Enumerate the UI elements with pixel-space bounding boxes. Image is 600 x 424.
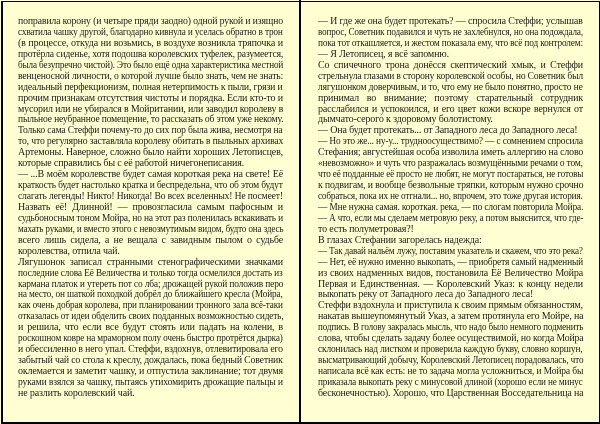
text-line-content: накатав вышеупомянутый Указ, а затем протянула его Мойре, на <box>318 311 584 323</box>
text-line-content: расслабился и успокоился, и его цвет кожи вскоре вернулся от <box>318 103 583 115</box>
text-line-content: не разлить королевский чай. <box>18 387 135 399</box>
text-line-content: на место, он шаткой походкой добрёл до ближайшего кресла (Мойра, <box>18 289 283 301</box>
text-line <box>318 83 583 94</box>
text-line-content: схватила чашку другой, благодарно кивнула и уселась обратно в трон <box>18 26 283 38</box>
page-divider <box>299 0 301 424</box>
text-line-content: Первая и Единственная. — Королевский Указ: к концу недели <box>318 278 583 290</box>
text-line-content: — Нет, её нужно именно выкопать, — приобретя самый надменный <box>318 256 584 268</box>
text-line-content: Стеффи вздохнула и приступила к своим прямым обязанностям, <box>318 300 583 312</box>
text-line-content: Лягушонок записал странными стенографическими значками <box>18 256 283 268</box>
text-line-content: мусорил или не убирался в Мойритании, или заводил королеву в <box>18 103 284 115</box>
text-line-content: вопрос, Советник подавился и чуть не захлебнулся, но она подождала, <box>318 26 583 38</box>
text-line-content: что её подданные её просто не любят, не могут постараться, не готовы <box>318 169 584 181</box>
text-line-content: как очень добрая королева, при планировании тронного зала всё-таки <box>18 300 283 312</box>
text-line-content: роскошном ковре на мраморном полу очень быстро протрётся дырка) <box>18 333 283 345</box>
text-line-content: слова, чтобы сделать задачу более осуществимой, но когда Мойра <box>318 333 584 345</box>
text-line <box>18 225 283 236</box>
text-line-content: Назвать её! Длинной! — провозгласила самым пафосным и <box>18 201 283 213</box>
text-line-content: слагать легенды! Никто! Никогда! Во всех вселенных! Не посмеет! <box>18 191 283 202</box>
text-line-content: — ...В моём королевстве будет самая короткая река на свете! Её <box>18 169 283 181</box>
text-line-content: — Мне нужна самая. короткая. река, — по слогам повторила Мойра. <box>318 201 584 213</box>
text-line <box>18 137 283 148</box>
text-line-content: — Но это же... ну-у... трудноосуществимо? — с сомнением спросила <box>318 136 583 148</box>
text-line <box>18 389 283 400</box>
text-line-content: и обессиленно в него упал. Стеффи, вздохнув, отлевитировала его <box>18 344 283 356</box>
text-line <box>318 214 583 225</box>
text-line-content: к подвигам, и вообще безвольные тряпки, которым нужно срочно <box>318 180 584 192</box>
text-line-content: выкопать реку от Западного леса до Западного леса! <box>318 289 534 301</box>
text-line-content: и решила, что если все будут стоять или падать на колени, в <box>18 322 283 334</box>
text-line-content: Только сама Стеффи почему-то до сих пор была жива, несмотря на <box>18 125 283 137</box>
text-line-content: идеальный перфекционизм, полная нетерпимость к пыли, грязи и <box>18 81 283 93</box>
text-line-content: пыльное неубранное помещение, то рассказать об этом уже некому. <box>18 114 284 126</box>
text-line-content: — Я Летописец, я всё запомню. <box>318 48 449 60</box>
text-line-content: то, что регулярно заставляла королеву обитать в пыльных архивах <box>18 136 284 148</box>
text-line-content: стрельнула глазами в сторону королевской особы, но Советник был <box>318 70 583 82</box>
text-line-content: прочим признакам отсутствия чистоты и порядка. Если кто-то и <box>18 92 283 104</box>
text-line-content: «невозможно» и чуть что разражалась возмущёнными речами о том, <box>318 158 583 170</box>
text-line <box>18 356 283 367</box>
text-line-content: В глазах Стефании загорелась надежда: <box>318 234 482 246</box>
text-line-content: — А что, если мы сделаем метровую реку, а потом выяснится, что где- <box>318 212 584 224</box>
text-line-content: которые справились бы с её работой ничегонеписания. <box>18 158 245 170</box>
text-line-content: написала всё как есть: не то задача могла усложниться, и Мойра бы <box>318 366 584 377</box>
text-line-content: Со спичечного трона донёсся скептический хмык, и Стеффи <box>318 59 583 71</box>
text-line <box>318 389 583 400</box>
text-line-content: Артемоны. Наверное, сложно было найти хороших Летописцев, <box>18 147 283 159</box>
text-line-content: краткость будет настолько кратка и беспредельна, что об этом будут <box>18 180 283 192</box>
text-line-content: высматривающий добычу, Королевский Летописец порадовалась, что <box>318 355 584 367</box>
text-line-content: была безупречно чистой). Это было ещё одна характеристика местной <box>18 59 284 71</box>
text-line-content: бесконечностью). Хорошо, что Царственная Восседательница на <box>318 387 584 399</box>
text-line-content: кармана платок и утереть пот со лба; дрожащей рукой положив перо <box>18 278 284 290</box>
text-line <box>18 192 283 203</box>
right-page <box>318 17 583 400</box>
text-line-content: принимал во внимание; поэтому старательный сотрудник <box>318 92 583 104</box>
text-line-content: — Она будет протекать... от Западного леса до Западного леса! <box>318 125 578 137</box>
text-line <box>18 83 283 94</box>
text-line-content: подпись. В голову закралась мысль, что надо было немного подменить <box>318 322 584 334</box>
text-line-content: отказалась от идеи обделить своих подданных возможностью сидеть, <box>18 311 284 323</box>
text-line-content: — И где же она будет протекать? — спросила Стеффи; услышав <box>318 16 583 27</box>
text-line <box>318 39 583 50</box>
text-line-content: пока тот откашляется, и жестом показала ему, что всё под контролем: <box>318 37 583 49</box>
text-line-content: дымчато-серого к здоровому болотистому. <box>318 114 493 126</box>
text-line-content: забытый чай со стола к креслу, дождалась, пока бедный Советник <box>18 355 283 367</box>
text-line-content: протёрла сиденье, хотя подошва королевских туфелек, разумеется, <box>18 48 284 60</box>
text-line <box>18 378 283 389</box>
text-line-content: махать руками, и вместо этого с невозмутимым видом, будто она здесь <box>18 223 284 235</box>
text-line <box>318 258 583 269</box>
text-line-content: судьбоносным тоном Мойра, но на этот раз поленилась вскакивать и <box>18 212 283 224</box>
text-line-content: последние слова Её Величества и только тогда осмелился достать из <box>18 267 283 279</box>
text-line-content: из своих надменных видов, постановила Её Величество Мойра <box>318 267 583 279</box>
text-line-content: руками взялся за чашку, пытаясь утихомирить дрожащие пальцы и <box>18 376 283 388</box>
left-page <box>18 17 283 400</box>
text-line-content: всего лишь сидела, а не вещала с завидным пылом о судьбе <box>18 234 283 246</box>
text-line-content: собраться, пока их не отгнали... но, впрочем, это тоже другая история. <box>318 191 583 202</box>
text-line <box>18 312 283 323</box>
text-line-content: приказала выкопать реку с минусовой длиной (хорошо если не минус <box>318 376 583 388</box>
text-line-content: склонилась над листком и проверила каждую букву, словно коршун, <box>318 344 583 356</box>
text-line-content: поправила корону (и четыре пряди заодно) одной рукой и изящно <box>18 16 284 27</box>
text-line-content: (в процессе, откуда ни возьмись, в воздухе возникла тряпочка и <box>18 37 283 49</box>
text-line-content: — Так давай нальём лужу, поставим указатель и скажем, что это река? <box>318 245 583 257</box>
text-line-content: королевства, отпила чай. <box>18 245 120 257</box>
text-line <box>18 28 283 39</box>
text-line-content: оклемается и заметит чашку, и отпустила заклинание; тот двумя <box>18 366 283 377</box>
text-line-content: лягушонком доверчивым, и то, что ему не было понятно, просто не <box>318 81 583 93</box>
text-line-content: венценосной личности, о которой лучше было знать, чем не знать: <box>18 70 284 82</box>
text-line-content: то есть полуметровая?! <box>318 223 414 235</box>
text-line-content: Стефания; августейшая особа изволила иметь аллергию на слово <box>318 147 584 159</box>
